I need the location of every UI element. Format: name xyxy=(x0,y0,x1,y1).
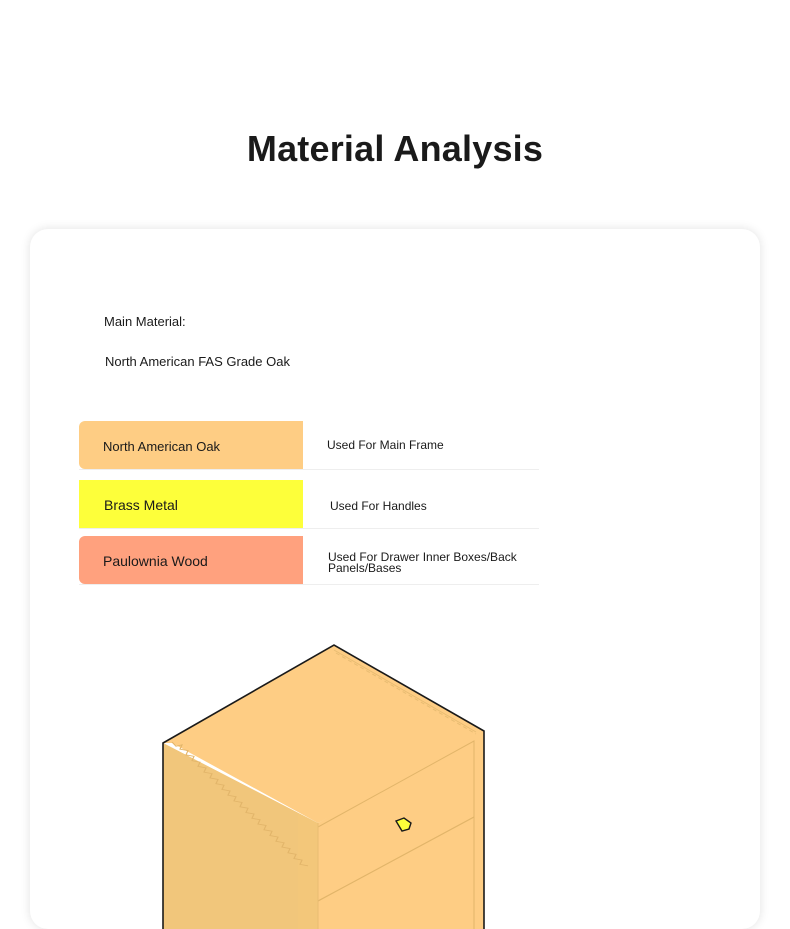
material-name: North American Oak xyxy=(103,439,221,454)
material-usage: Used For Handles xyxy=(330,499,427,513)
nightstand-cabinet-illustration xyxy=(30,229,760,929)
main-material-value: North American FAS Grade Oak xyxy=(105,354,290,369)
material-name: Paulownia Wood xyxy=(103,553,208,569)
material-name: Brass Metal xyxy=(104,497,178,513)
page-title: Material Analysis xyxy=(246,128,544,169)
material-usage: Used For Drawer Inner Boxes/Back Panels/Bases xyxy=(328,550,517,575)
material-usage: Used For Main Frame xyxy=(327,438,444,452)
material-card xyxy=(30,229,760,929)
main-material-label: Main Material: xyxy=(104,314,186,329)
